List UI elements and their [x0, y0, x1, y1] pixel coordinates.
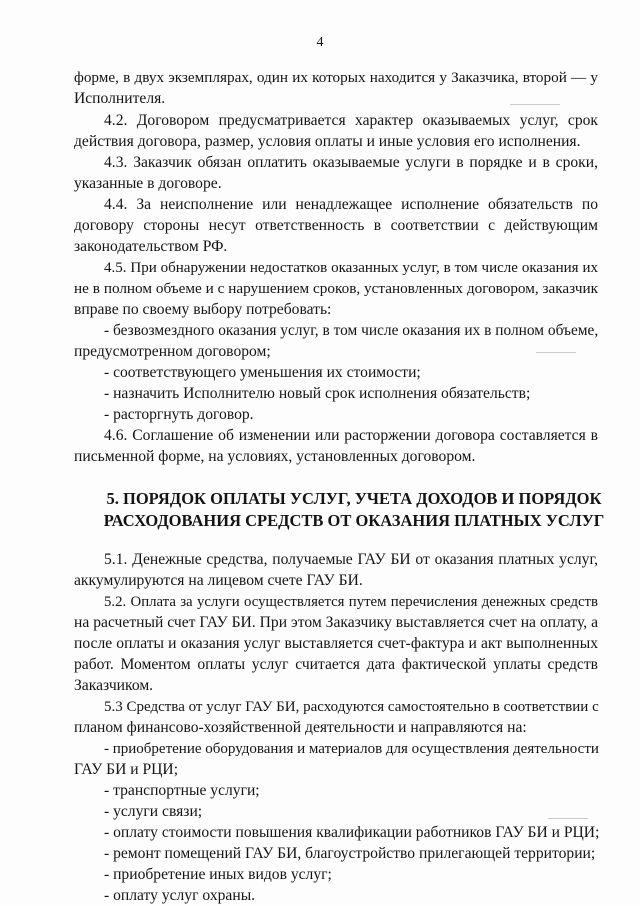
paragraph-line: 4.6. Соглашение об изменении или расторжении договора составляется в	[104, 427, 598, 444]
paragraph-line: на расчетный счет ГАУ БИ. При этом Заказчику выставляется счет на оплату, а	[74, 614, 598, 631]
list-item: - оплату услуг охраны.	[104, 887, 256, 904]
list-item: - ремонт помещений ГАУ БИ, благоустройство прилегающей территории;	[104, 845, 596, 862]
section-heading: РАСХОДОВАНИЯ СРЕДСТВ ОТ ОКАЗАНИЯ ПЛАТНЫХ УСЛУГ	[103, 511, 605, 530]
scan-speck	[510, 104, 560, 105]
paragraph-line: Исполнителя.	[74, 90, 166, 107]
paragraph-line: форме, в двух экземплярах, один их которых находится у Заказчика, второй — у	[74, 69, 598, 86]
paragraph-line: письменной форме, на условиях, установленных договором.	[74, 448, 476, 465]
paragraph-line: законодательством РФ.	[74, 238, 228, 255]
paragraph-line: 5.3 Средства от услуг ГАУ БИ, расходуются самостоятельно в соответствии с	[104, 699, 599, 715]
list-item: предусмотренном договором;	[74, 343, 271, 360]
paragraph-line: после оплаты и оказания услуг выставляется счет-фактура и акт выполненных	[74, 635, 598, 652]
list-item: - услуги связи;	[104, 803, 203, 820]
paragraph-line: 4.5. При обнаружении недостатков оказанных услуг, в том числе оказания их	[104, 260, 598, 276]
list-item: - расторгнуть договор.	[104, 406, 254, 423]
paragraph-line: 5.2. Оплата за услуги осуществляется путем перечисления денежных средств	[104, 594, 598, 610]
list-item: - безвозмездного оказания услуг, в том числе оказания их в полном объеме,	[104, 322, 599, 339]
paragraph-line: не в полном объеме и с нарушением сроков, установленных договором, заказчик	[74, 280, 598, 297]
list-item: - транспортные услуги;	[104, 782, 260, 799]
list-item: - оплату стоимости повышения квалификации работников ГАУ БИ и РЦИ;	[104, 824, 600, 841]
list-item: - приобретение оборудования и материалов для осуществления деятельности	[104, 741, 599, 757]
list-item: - соответствующего уменьшения их стоимости;	[104, 364, 421, 381]
list-item: - приобретение иных видов услуг;	[104, 866, 332, 883]
list-item: - назначить Исполнителю новый срок исполнения обязательств;	[104, 385, 531, 402]
page-number: 4	[316, 35, 324, 50]
paragraph-line: договору стороны несут ответственность в соответствии с действующим	[74, 217, 598, 234]
paragraph-line: 4.2. Договором предусматривается характер оказываемых услуг, срок	[104, 112, 598, 129]
paragraph-line: действия договора, размер, условия оплаты и иные условия его исполнения.	[74, 133, 581, 150]
paragraph-line: вправе по своему выбору потребовать:	[74, 301, 332, 318]
scan-speck	[548, 818, 588, 819]
scan-speck	[536, 352, 576, 353]
paragraph-line: 4.4. За неисполнение или ненадлежащее исполнение обязательств по	[104, 196, 598, 213]
paragraph-line: работ. Моментом оплаты услуг считается дата фактической уплаты средств	[74, 656, 598, 673]
paragraph-line: 5.1. Денежные средства, получаемые ГАУ БИ от оказания платных услуг,	[104, 551, 598, 568]
paragraph-line: Заказчиком.	[74, 677, 154, 694]
paragraph-line: планом финансово-хозяйственной деятельности и направляются на:	[74, 719, 527, 736]
list-item: ГАУ БИ и РЦИ;	[74, 761, 179, 778]
paragraph-line: аккумулируются на лицевом счете ГАУ БИ.	[74, 572, 363, 589]
paragraph-line: указанные в договоре.	[74, 175, 222, 192]
paragraph-line: 4.3. Заказчик обязан оплатить оказываемые услуги в порядке и в сроки,	[104, 154, 598, 171]
section-heading: 5. ПОРЯДОК ОПЛАТЫ УСЛУГ, УЧЕТА ДОХОДОВ И ПОРЯДОК	[106, 489, 602, 508]
